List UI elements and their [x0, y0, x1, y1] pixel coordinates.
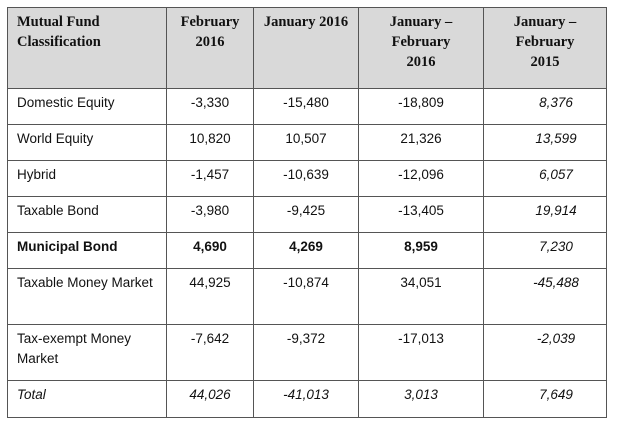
table-row [8, 125, 607, 161]
row-label: Taxable Money Market [8, 269, 167, 325]
value-jan-feb-2015: 7,230 [484, 233, 607, 269]
header-jan-feb-2016 [359, 8, 484, 89]
value-feb-2016: 44,026 [167, 381, 254, 418]
header-january-2016 [254, 8, 359, 89]
value-feb-2016: -3,330 [167, 89, 254, 125]
header-classification-line2: Classification [17, 34, 101, 50]
value-jan-feb-2015: 19,914 [484, 197, 607, 233]
row-label: Taxable Bond [8, 197, 167, 233]
header-january-2016-line1: January 2016 [263, 14, 349, 30]
value-feb-2016: -7,642 [167, 325, 254, 381]
table-row [8, 197, 607, 233]
value-jan-feb-2015: 8,376 [484, 89, 607, 125]
value-jan-2016: -15,480 [254, 89, 359, 125]
value-jan-2016: 4,269 [254, 233, 359, 269]
table-row [8, 161, 607, 197]
value-jan-feb-2015: 6,057 [484, 161, 607, 197]
value-jan-feb-2015: 13,599 [484, 125, 607, 161]
row-label: World Equity [8, 125, 167, 161]
value-jan-feb-2015: 7,649 [484, 381, 607, 418]
value-jan-feb-2016: -18,809 [359, 89, 484, 125]
header-jan-feb-2015 [484, 8, 607, 89]
table-row [8, 325, 607, 381]
value-jan-feb-2016: -17,013 [359, 325, 484, 381]
value-feb-2016: -1,457 [167, 161, 254, 197]
header-jan-feb-2015-line2: February [515, 34, 575, 50]
value-jan-feb-2016: -12,096 [359, 161, 484, 197]
value-jan-feb-2016: 8,959 [359, 233, 484, 269]
row-label: Municipal Bond [8, 233, 167, 269]
value-jan-feb-2016: 21,326 [359, 125, 484, 161]
value-jan-2016: -9,425 [254, 197, 359, 233]
header-february-2016 [167, 8, 254, 89]
header-jan-feb-2015-line3: 2015 [530, 54, 560, 70]
value-jan-2016: -9,372 [254, 325, 359, 381]
table-row [8, 89, 607, 125]
value-jan-feb-2016: 3,013 [359, 381, 484, 418]
value-jan-feb-2016: -13,405 [359, 197, 484, 233]
table-row [8, 269, 607, 325]
value-jan-2016: -10,639 [254, 161, 359, 197]
header-jan-feb-2015-line1: January – [513, 14, 577, 30]
mutual-fund-flows-table [7, 7, 607, 418]
value-feb-2016: 10,820 [167, 125, 254, 161]
value-jan-feb-2015: -45,488 [484, 269, 607, 325]
header-february-2016-line2: 2016 [195, 34, 225, 50]
value-feb-2016: -3,980 [167, 197, 254, 233]
header-classification [8, 8, 167, 89]
header-jan-feb-2016-line2: February [391, 34, 451, 50]
header-row [8, 8, 607, 89]
value-jan-feb-2016: 34,051 [359, 269, 484, 325]
row-label: Domestic Equity [8, 89, 167, 125]
total-row [8, 381, 607, 418]
value-feb-2016: 44,925 [167, 269, 254, 325]
value-jan-2016: 10,507 [254, 125, 359, 161]
header-jan-feb-2016-line3: 2016 [406, 54, 436, 70]
header-jan-feb-2016-line1: January – [389, 14, 453, 30]
row-label: Total [8, 381, 167, 418]
value-jan-2016: -10,874 [254, 269, 359, 325]
row-label: Tax-exempt Money Market [8, 325, 167, 381]
value-jan-2016: -41,013 [254, 381, 359, 418]
table-row [8, 233, 607, 269]
header-classification-line1: Mutual Fund [17, 14, 100, 30]
header-february-2016-line1: February [180, 14, 240, 30]
value-feb-2016: 4,690 [167, 233, 254, 269]
row-label: Hybrid [8, 161, 167, 197]
value-jan-feb-2015: -2,039 [484, 325, 607, 381]
